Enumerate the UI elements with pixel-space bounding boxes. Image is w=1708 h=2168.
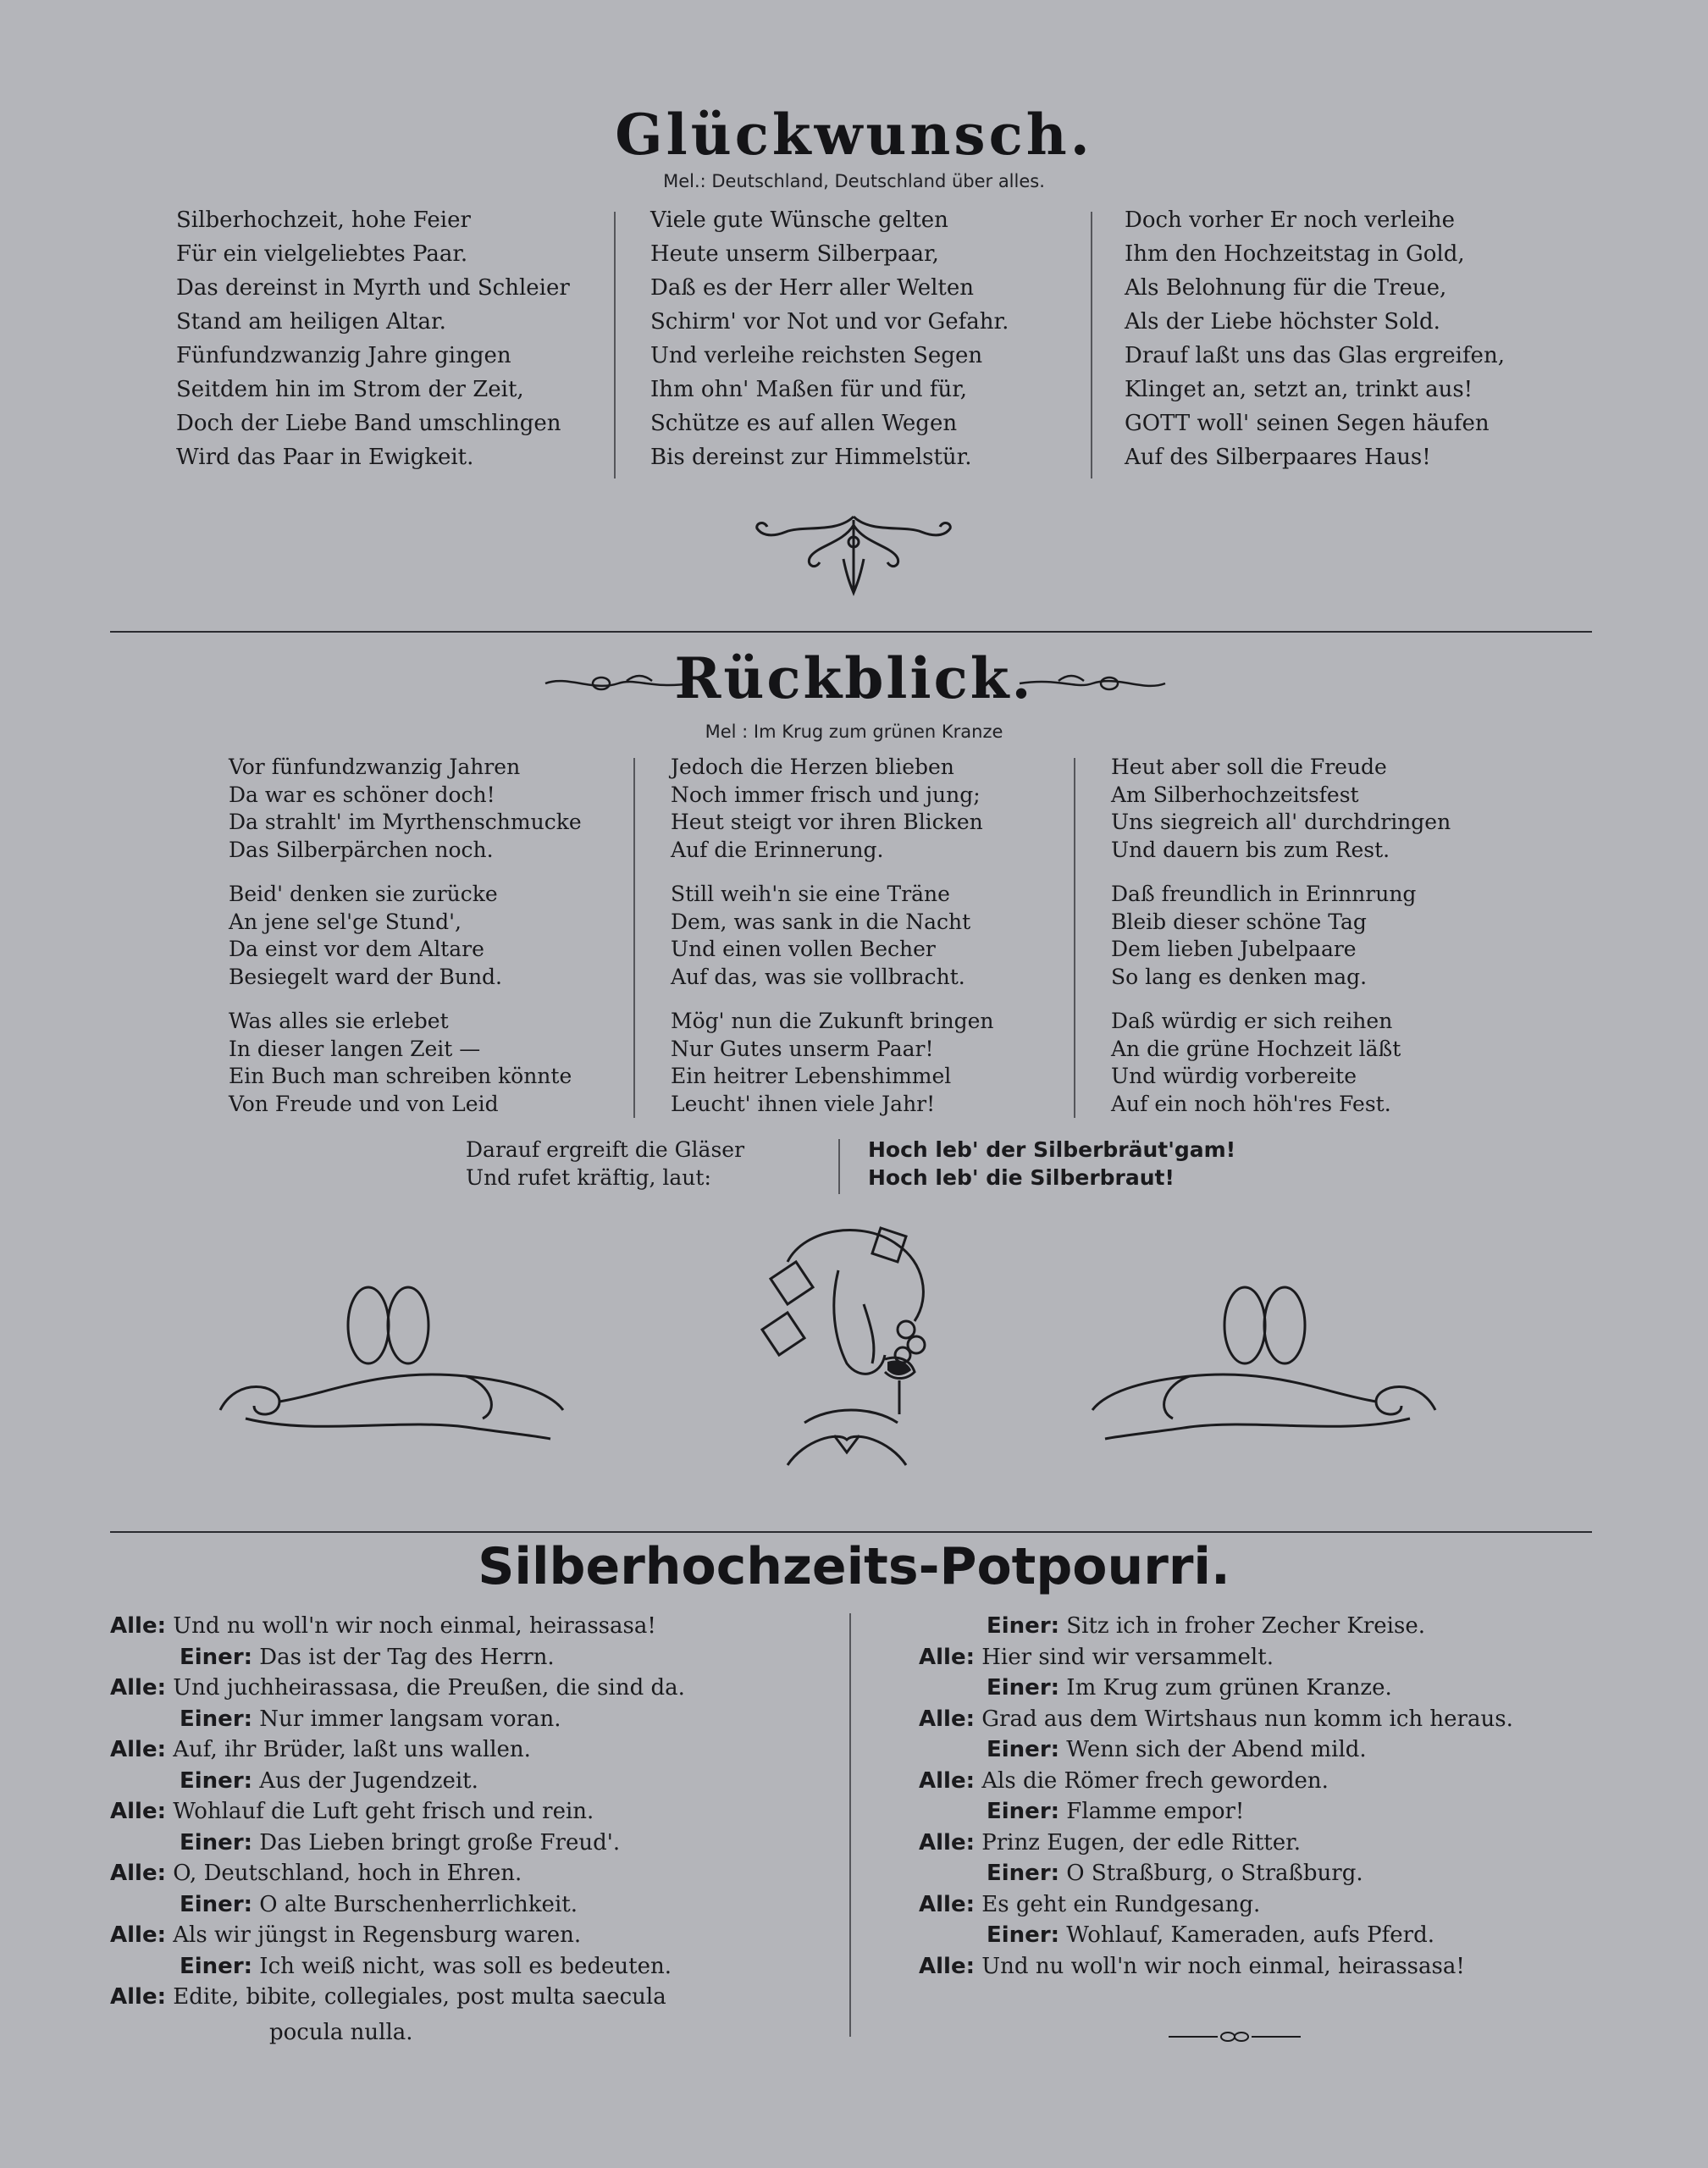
song-title: Wohlauf, Kameraden, aufs Pferd. — [1059, 1922, 1434, 1948]
potpourri-entry — [919, 1768, 1329, 1794]
potpourri-entry — [180, 1706, 561, 1732]
singer-label: Alle: — [110, 1613, 166, 1639]
column-divider — [1091, 212, 1092, 478]
column-divider — [614, 212, 616, 478]
verse-line: Daß es der Herr aller Welten — [650, 275, 974, 301]
potpourri-entry — [919, 1645, 1274, 1670]
verse-line: Leucht' ihnen viele Jahr! — [671, 1091, 936, 1116]
rueckblick-melody: Mel : Im Krug zum grünen Kranze — [705, 722, 1003, 742]
verse-line: Als der Liebe höchster Sold. — [1125, 309, 1440, 335]
verse-line: Beid' denken sie zurücke — [229, 882, 498, 906]
verse-line: Und einen vollen Becher — [671, 937, 936, 961]
song-title: Es geht ein Rundgesang. — [974, 1891, 1261, 1917]
verse-line: Vor fünfundzwanzig Jahren — [229, 755, 521, 779]
verse-line: Besiegelt ward der Bund. — [229, 964, 502, 989]
verse-line: Und rufet kräftig, laut: — [466, 1164, 711, 1190]
singer-label: Alle: — [110, 1675, 166, 1701]
verse-line: Hoch leb' die Silberbraut! — [868, 1164, 1175, 1190]
potpourri-left-continuation: pocula nulla. — [269, 2020, 413, 2045]
song-title: Aus der Jugendzeit. — [252, 1767, 478, 1794]
potpourri-entry — [180, 1768, 478, 1794]
rueckblick-verses-1 — [229, 754, 582, 1135]
verse-line: An jene sel'ge Stund', — [229, 909, 462, 934]
column-divider — [633, 758, 635, 1118]
singer-label: Alle: — [919, 1706, 975, 1732]
song-title: Ich weiß nicht, was soll es bedeuten. — [252, 1953, 672, 1979]
verse-line: Darauf ergreift die Gläser — [466, 1137, 745, 1162]
verse-line: Auf ein noch höh'res Fest. — [1111, 1091, 1391, 1116]
potpourri-entry — [110, 1737, 531, 1762]
song-title: O Straßburg, o Straßburg. — [1059, 1861, 1363, 1886]
song-title: Hier sind wir versammelt. — [974, 1644, 1274, 1670]
song-title: Grad aus dem Wirtshaus nun komm ich heraus. — [974, 1706, 1513, 1732]
stanza — [1111, 754, 1451, 864]
singer-label: Einer: — [180, 1767, 253, 1794]
verse-line: Ein heitrer Lebenshimmel — [671, 1064, 952, 1088]
verse-line: Was alles sie erlebet — [229, 1009, 449, 1033]
singer-label: Alle: — [919, 1953, 975, 1979]
column-divider — [838, 1139, 840, 1194]
singer-label: Einer: — [180, 1829, 253, 1856]
verse-line: Da einst vor dem Altare — [229, 937, 484, 961]
singer-label: Alle: — [919, 1891, 975, 1917]
rueckblick-verses-3 — [1111, 754, 1451, 1135]
verse-line: Heut aber soll die Freude — [1111, 755, 1387, 779]
verse-line: Schütze es auf allen Wegen — [650, 411, 958, 436]
singer-label: Einer: — [987, 1737, 1060, 1762]
verse-line: Und würdig vorbereite — [1111, 1064, 1357, 1088]
potpourri-entry — [180, 1892, 578, 1917]
verse-line: Ihm ohn' Maßen für und für, — [650, 377, 968, 402]
song-title: Und juchheirassasa, die Preußen, die sind da. — [165, 1675, 685, 1701]
verse-line: Fünfundzwanzig Jahre gingen — [176, 343, 511, 368]
glueckwunsch-title: Glückwunsch. — [615, 102, 1093, 168]
right-flourish-icon — [1016, 671, 1169, 696]
verse-line: Jedoch die Herzen blieben — [671, 755, 954, 779]
song-title: Das Lieben bringt große Freud'. — [252, 1829, 621, 1856]
song-title: Sitz ich in froher Zecher Kreise. — [1059, 1613, 1425, 1639]
singer-label: Alle: — [919, 1644, 975, 1670]
song-title: Auf, ihr Brüder, laßt uns wallen. — [165, 1737, 531, 1762]
song-title: O alte Burschenherrlichkeit. — [252, 1891, 578, 1917]
column-divider — [1074, 758, 1075, 1118]
verse-line: Schirm' vor Not und vor Gefahr. — [650, 309, 1009, 335]
potpourri-entry — [180, 1830, 620, 1856]
song-title: Als die Römer frech geworden. — [974, 1767, 1329, 1794]
potpourri-entry — [110, 1675, 685, 1701]
potpourri-entry — [987, 1861, 1363, 1886]
verse-line: Bis dereinst zur Himmelstür. — [650, 445, 972, 470]
potpourri-entry — [180, 1645, 555, 1670]
potpourri-entry — [987, 1799, 1244, 1824]
right-scroll-ornament-icon — [1088, 1283, 1444, 1444]
song-title: Wohlauf die Luft geht frisch und rein. — [165, 1799, 594, 1824]
potpourri-entry — [919, 1892, 1260, 1917]
verse-line: Am Silberhochzeitsfest — [1111, 782, 1359, 807]
verse-line: Daß freundlich in Erinnrung — [1111, 882, 1417, 906]
singer-label: Alle: — [110, 1799, 166, 1824]
song-title: Und nu woll'n wir noch einmal, heirassasa! — [165, 1613, 656, 1639]
potpourri-entry — [987, 1737, 1367, 1762]
verse-line: Uns siegreich all' durchdringen — [1111, 810, 1451, 834]
potpourri-entry — [919, 1830, 1301, 1856]
verse-line: Da war es schöner doch! — [229, 782, 495, 807]
verse-line: Noch immer frisch und jung; — [671, 782, 981, 807]
verse-line: Und dauern bis zum Rest. — [1111, 837, 1390, 862]
singer-label: Einer: — [987, 1675, 1060, 1701]
song-title: Flamme empor! — [1059, 1799, 1245, 1824]
verse-line: Hoch leb' der Silberbräut'gam! — [868, 1137, 1236, 1162]
potpourri-entry — [110, 1799, 594, 1824]
verse-line: GOTT woll' seinen Segen häufen — [1125, 411, 1490, 436]
song-title: Und nu woll'n wir noch einmal, heirassasa! — [974, 1953, 1465, 1979]
singer-label: Einer: — [180, 1644, 253, 1670]
singer-label: Einer: — [987, 1922, 1060, 1948]
singer-label: Alle: — [919, 1829, 975, 1856]
fleuron-ornament-icon — [752, 508, 955, 601]
glueckwunsch-verse-2 — [650, 203, 1009, 474]
verse-line: Viele gute Wünsche gelten — [650, 207, 948, 233]
verse-line: Daß würdig er sich reihen — [1111, 1009, 1393, 1033]
song-title: O, Deutschland, hoch in Ehren. — [165, 1861, 522, 1886]
singer-label: Einer: — [180, 1891, 253, 1917]
section-rule — [110, 1531, 1592, 1533]
verse-line: Da strahlt' im Myrthenschmucke — [229, 810, 582, 834]
potpourri-entry — [987, 1613, 1425, 1639]
verse-line: Still weih'n sie eine Träne — [671, 882, 950, 906]
section-rule — [110, 631, 1592, 633]
potpourri-entry — [180, 1954, 672, 1979]
potpourri-entry — [919, 1954, 1465, 1979]
verse-line: So lang es denken mag. — [1111, 964, 1368, 989]
potpourri-entry — [110, 1922, 581, 1948]
singer-label: Einer: — [180, 1706, 253, 1732]
verse-line: Klinget an, setzt an, trinkt aus! — [1125, 377, 1473, 402]
singer-label: Einer: — [987, 1861, 1060, 1886]
verse-line: Doch vorher Er noch verleihe — [1125, 207, 1455, 233]
verse-line: Heut steigt vor ihren Blicken — [671, 810, 983, 834]
glueckwunsch-verse-3 — [1125, 203, 1505, 474]
singer-label: Alle: — [110, 1861, 166, 1886]
singer-label: Alle: — [919, 1767, 975, 1794]
verse-line: Und verleihe reichsten Segen — [650, 343, 983, 368]
stanza — [1111, 1008, 1451, 1118]
rueckblick-closing-right — [868, 1137, 1235, 1192]
singer-label: Alle: — [110, 1737, 166, 1762]
stanza — [229, 754, 582, 864]
verse-line: Seitdem hin im Strom der Zeit, — [176, 377, 524, 402]
glueckwunsch-verse-1 — [176, 203, 570, 474]
verse-line: Von Freude und von Leid — [229, 1091, 499, 1116]
verse-line: Auf das, was sie vollbracht. — [671, 964, 965, 989]
verse-line: Dem lieben Jubelpaare — [1111, 937, 1357, 961]
potpourri-entry — [919, 1706, 1513, 1732]
verse-line: Bleib dieser schöne Tag — [1111, 909, 1367, 934]
singer-label: Einer: — [987, 1799, 1060, 1824]
rueckblick-title: Rückblick. — [674, 645, 1034, 711]
verse-line: Nur Gutes unserm Paar! — [671, 1036, 934, 1061]
rueckblick-closing-left — [466, 1137, 744, 1192]
verse-line: Ein Buch man schreiben könnte — [229, 1064, 572, 1088]
verse-line: Doch der Liebe Band umschlingen — [176, 411, 561, 436]
column-divider — [849, 1613, 851, 2037]
verse-line: Auf des Silberpaares Haus! — [1125, 445, 1431, 470]
potpourri-entry — [110, 1613, 656, 1639]
verse-line: Wird das Paar in Ewigkeit. — [176, 445, 474, 470]
stanza — [229, 881, 582, 991]
singer-label: Einer: — [180, 1953, 253, 1979]
stanza — [1111, 881, 1451, 991]
potpourri-entry — [110, 1861, 522, 1886]
song-title: Prinz Eugen, der edle Ritter. — [974, 1829, 1301, 1856]
song-title: Das ist der Tag des Herrn. — [252, 1644, 555, 1670]
singer-label: Einer: — [987, 1613, 1060, 1639]
verse-line: Heute unserm Silberpaar, — [650, 241, 939, 267]
song-title: Als wir jüngst in Regensburg waren. — [165, 1922, 582, 1948]
verse-line: Ihm den Hochzeitstag in Gold, — [1125, 241, 1465, 267]
song-title: Im Krug zum grünen Kranze. — [1059, 1675, 1392, 1701]
woman-with-wine-glass-illustration — [737, 1211, 957, 1490]
stanza — [671, 1008, 993, 1118]
end-flourish-icon — [1167, 2028, 1302, 2045]
verse-line: Stand am heiligen Altar. — [176, 309, 446, 335]
glueckwunsch-melody: Mel.: Deutschland, Deutschland über alles. — [663, 171, 1045, 191]
verse-line: Mög' nun die Zukunft bringen — [671, 1009, 994, 1033]
verse-line: An die grüne Hochzeit läßt — [1111, 1036, 1401, 1061]
verse-line: Für ein vielgeliebtes Paar. — [176, 241, 468, 267]
potpourri-entry — [110, 1984, 666, 2010]
potpourri-entry — [987, 1922, 1434, 1948]
verse-line: Als Belohnung für die Treue, — [1125, 275, 1447, 301]
verse-line: Das Silberpärchen noch. — [229, 837, 494, 862]
rueckblick-verses-2 — [671, 754, 993, 1135]
verse-line: Das dereinst in Myrth und Schleier — [176, 275, 570, 301]
potpourri-title: Silberhochzeits-Potpourri. — [478, 1537, 1230, 1596]
stanza — [671, 881, 993, 991]
singer-label: Alle: — [110, 1922, 166, 1948]
left-scroll-ornament-icon — [212, 1283, 567, 1444]
verse-line: Dem, was sank in die Nacht — [671, 909, 971, 934]
song-title: Wenn sich der Abend mild. — [1059, 1737, 1367, 1762]
potpourri-entry — [987, 1675, 1392, 1701]
song-title: Nur immer langsam voran. — [252, 1706, 561, 1732]
verse-line: Drauf laßt uns das Glas ergreifen, — [1125, 343, 1505, 368]
verse-line: Silberhochzeit, hohe Feier — [176, 207, 471, 233]
verse-line: Auf die Erinnerung. — [671, 837, 884, 862]
verse-line: In dieser langen Zeit — — [229, 1036, 481, 1061]
singer-label: Alle: — [110, 1984, 166, 2010]
stanza — [671, 754, 993, 864]
song-title: Edite, bibite, collegiales, post multa saecula — [165, 1984, 666, 2010]
stanza — [229, 1008, 582, 1118]
